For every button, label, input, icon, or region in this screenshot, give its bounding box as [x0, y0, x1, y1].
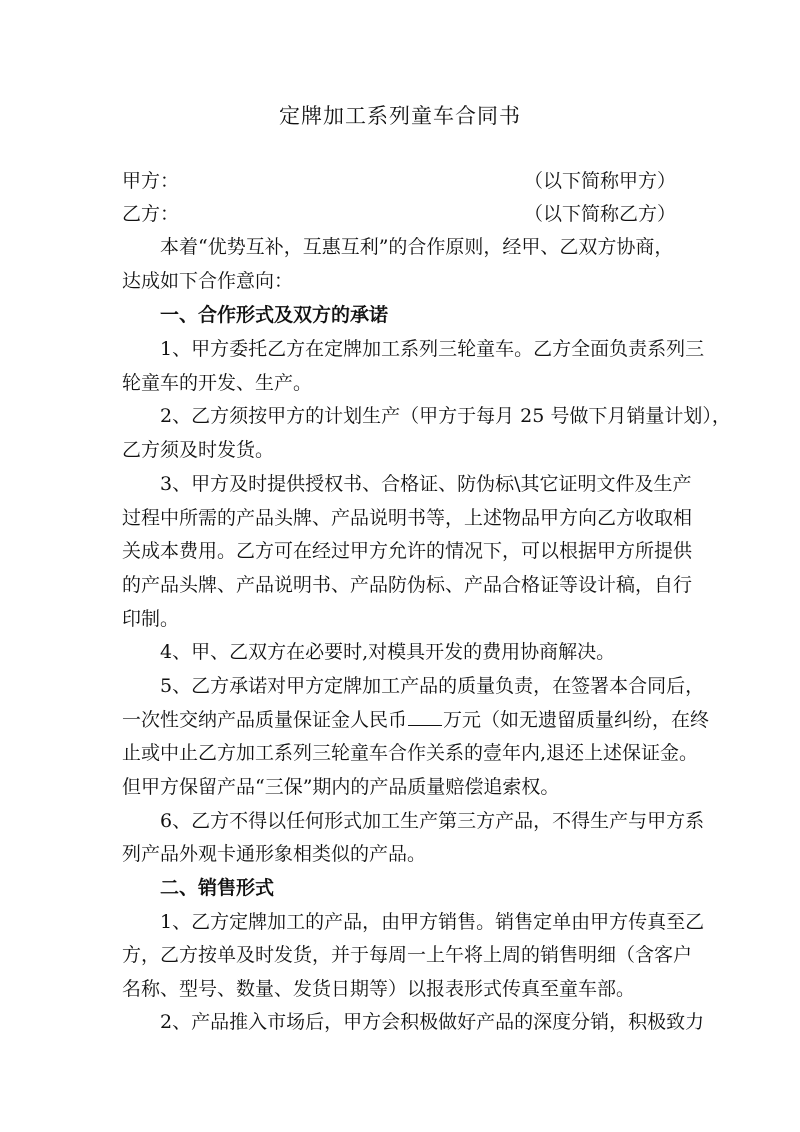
party-b-label: 乙方： — [122, 203, 180, 225]
preamble-line: 本着“优势互补，互惠互利”的合作原则，经甲、乙双方协商， — [160, 236, 674, 258]
party-b-note: （以下简称乙方） — [523, 203, 676, 225]
clause-line: 列产品外观卡通形象相类似的产品。 — [122, 843, 427, 865]
clause-line: 方，乙方按单及时发货，并于每周一上午将上周的销售明细（含客户 — [122, 944, 693, 966]
clause-text: 万元（如无遗留质量纠纷，在终 — [443, 709, 710, 731]
amount-blank — [408, 724, 442, 726]
section-heading: 二、销售形式 — [160, 877, 275, 899]
clause-line: 名称、型号、数量、发货日期等）以报表形式传真至童车部。 — [122, 978, 636, 1000]
clause-line-with-blank — [122, 709, 710, 731]
party-a-note: （以下简称甲方） — [523, 170, 676, 192]
clause-line: 过程中所需的产品头牌、产品说明书等，上述物品甲方向乙方收取相 — [122, 507, 693, 529]
clause-line: 2、产品推入市场后，甲方会积极做好产品的深度分销，积极致力 — [160, 1011, 705, 1033]
preamble-line: 达成如下合作意向： — [122, 270, 294, 292]
clause-line: 的产品头牌、产品说明书、产品防伪标、产品合格证等设计稿，自行 — [122, 574, 693, 596]
party-a-label: 甲方： — [122, 170, 180, 192]
clause-line: 3、甲方及时提供授权书、合格证、防伪标\其它证明文件及生产 — [160, 473, 692, 495]
clause-line: 1、乙方定牌加工的产品，由甲方销售。销售定单由甲方传真至乙 — [160, 911, 705, 933]
section-heading: 一、合作形式及双方的承诺 — [160, 304, 389, 326]
clause-line: 止或中止乙方加工系列三轮童车合作关系的壹年内,退还上述保证金。 — [122, 742, 699, 764]
clause-line: 1、甲方委托乙方在定牌加工系列三轮童车。乙方全面负责系列三 — [160, 338, 705, 360]
document-title: 定牌加工系列童车合同书 — [279, 104, 521, 128]
clause-line: 2、乙方须按甲方的计划生产（甲方于每月 25 号做下月销量计划）， — [160, 405, 731, 427]
clause-line: 乙方须及时发货。 — [122, 439, 275, 461]
clause-line: 轮童车的开发、生产。 — [122, 372, 313, 394]
clause-line: 印制。 — [122, 608, 180, 630]
clause-line: 关成本费用。乙方可在经过甲方允许的情况下，可以根据甲方所提供 — [122, 540, 693, 562]
clause-text: 一次性交纳产品质量保证金人民币 — [122, 709, 408, 731]
clause-line: 4、甲、乙双方在必要时,对模具开发的费用协商解决。 — [160, 641, 616, 663]
clause-line: 但甲方保留产品“三保”期内的产品质量赔偿追索权。 — [122, 776, 560, 798]
clause-line: 5、乙方承诺对甲方定牌加工产品的质量负责，在签署本合同后， — [160, 675, 705, 697]
clause-line: 6、乙方不得以任何形式加工生产第三方产品，不得生产与甲方系 — [160, 810, 705, 832]
